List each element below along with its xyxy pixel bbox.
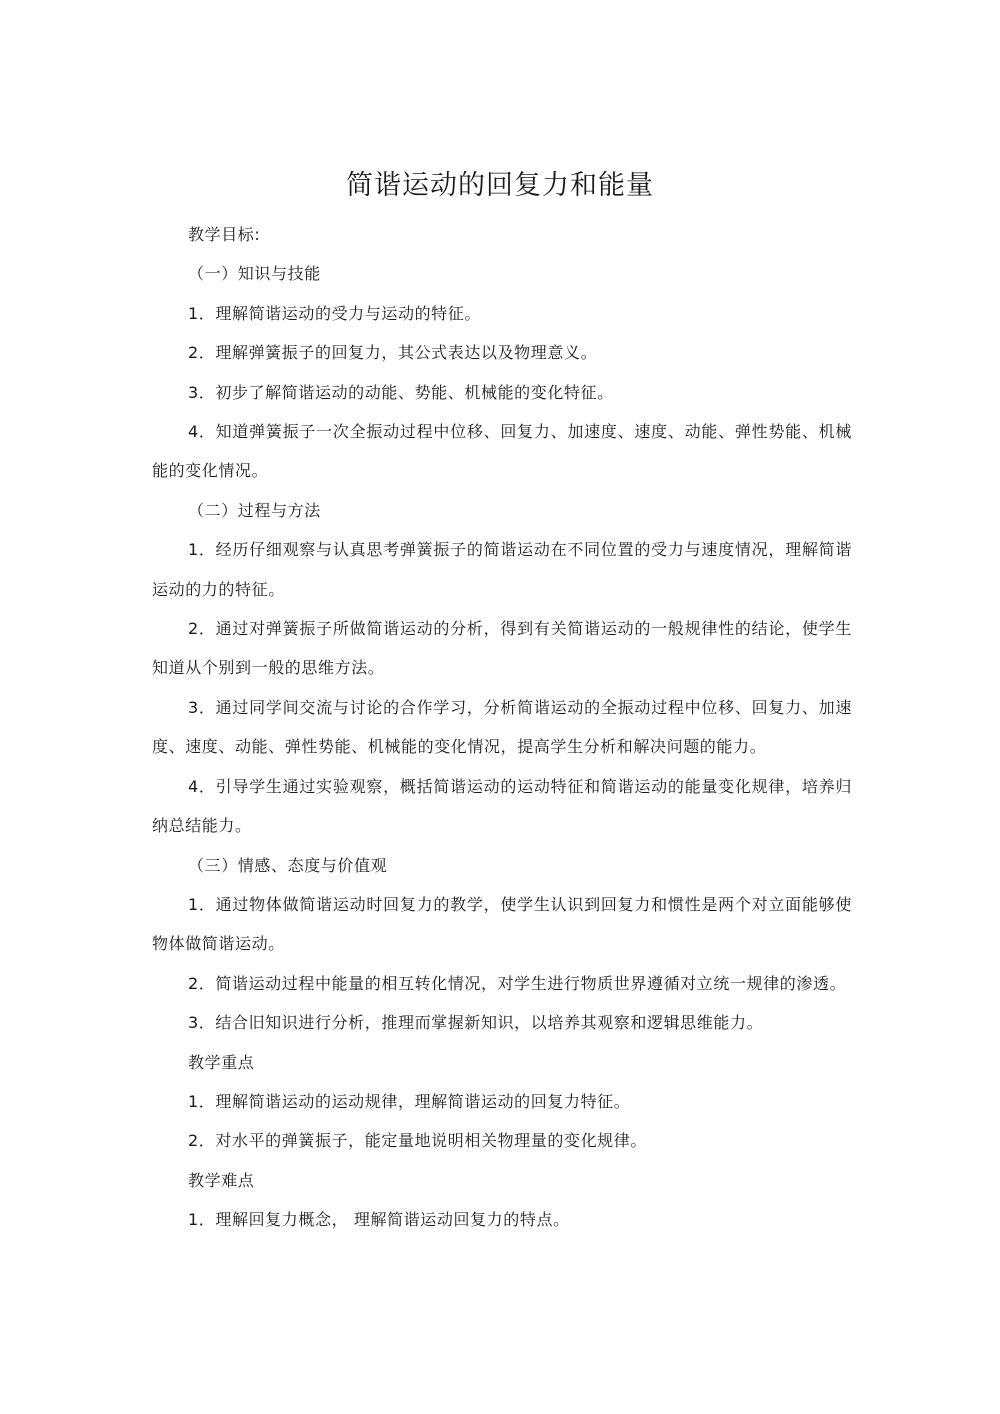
paragraph-knowledge-1: 1．理解简谐运动的受力与运动的特征。 [188, 303, 481, 323]
paragraph-values-3: 3．结合旧知识进行分析，推理而掌握新知识，以培养其观察和逻辑思维能力。 [188, 1013, 764, 1033]
paragraph-difficulty-1: 1．理解回复力概念， 理解简谐运动回复力的特点。 [188, 1210, 570, 1230]
paragraph-process-1: 1．经历仔细观察与认真思考弹簧振子的简谐运动在不同位置的受力与速度情况，理解简谐运动的力的特征。 [152, 540, 852, 599]
paragraph-key-point-2: 2．对水平的弹簧振子，能定量地说明相关物理量的变化规律。 [188, 1131, 647, 1151]
paragraph-section-knowledge: （一）知识与技能 [188, 264, 321, 284]
paragraph-values-2: 2．简谐运动过程中能量的相互转化情况，对学生进行物质世界遵循对立统一规律的渗透。 [188, 973, 847, 993]
paragraph-key-points-heading: 教学重点 [188, 1052, 255, 1072]
paragraph-section-process: （二）过程与方法 [188, 500, 321, 520]
paragraph-knowledge-4: 4．知道弹簧振子一次全振动过程中位移、回复力、加速度、速度、动能、弹性势能、机械能的变化情况。 [152, 422, 852, 481]
paragraph-process-2: 2．通过对弹簧振子所做简谐运动的分析，得到有关简谐运动的一般规律性的结论，使学生知道从个别到一般的思维方法。 [152, 619, 852, 678]
paragraph-process-4: 4．引导学生通过实验观察，概括简谐运动的运动特征和简谐运动的能量变化规律，培养归纳总结能力。 [152, 776, 852, 836]
paragraph-section-values: （三）情感、态度与价值观 [188, 855, 388, 875]
document-title: 简谐运动的回复力和能量 [346, 170, 654, 201]
paragraph-knowledge-2: 2．理解弹簧振子的回复力，其公式表达以及物理意义。 [188, 343, 598, 363]
paragraph-process-3: 3．通过同学间交流与讨论的合作学习，分析简谐运动的全振动过程中位移、回复力、加速度、速度、动能、弹性势能、机械能的变化情况，提高学生分析和解决问题的能力。 [152, 697, 852, 757]
paragraph-values-1: 1．通过物体做简谐运动时回复力的教学，使学生认识到回复力和惯性是两个对立面能够使物体做简谐运动。 [152, 894, 852, 954]
paragraph-knowledge-3: 3．初步了解简谐运动的动能、势能、机械能的变化特征。 [188, 382, 614, 402]
document-body [152, 215, 852, 1240]
paragraph-key-point-1: 1．理解简谐运动的运动规律，理解简谐运动的回复力特征。 [188, 1091, 631, 1111]
paragraph-objectives-heading: 教学目标: [188, 225, 261, 244]
paragraph-difficulties-heading: 教学难点 [188, 1170, 255, 1190]
